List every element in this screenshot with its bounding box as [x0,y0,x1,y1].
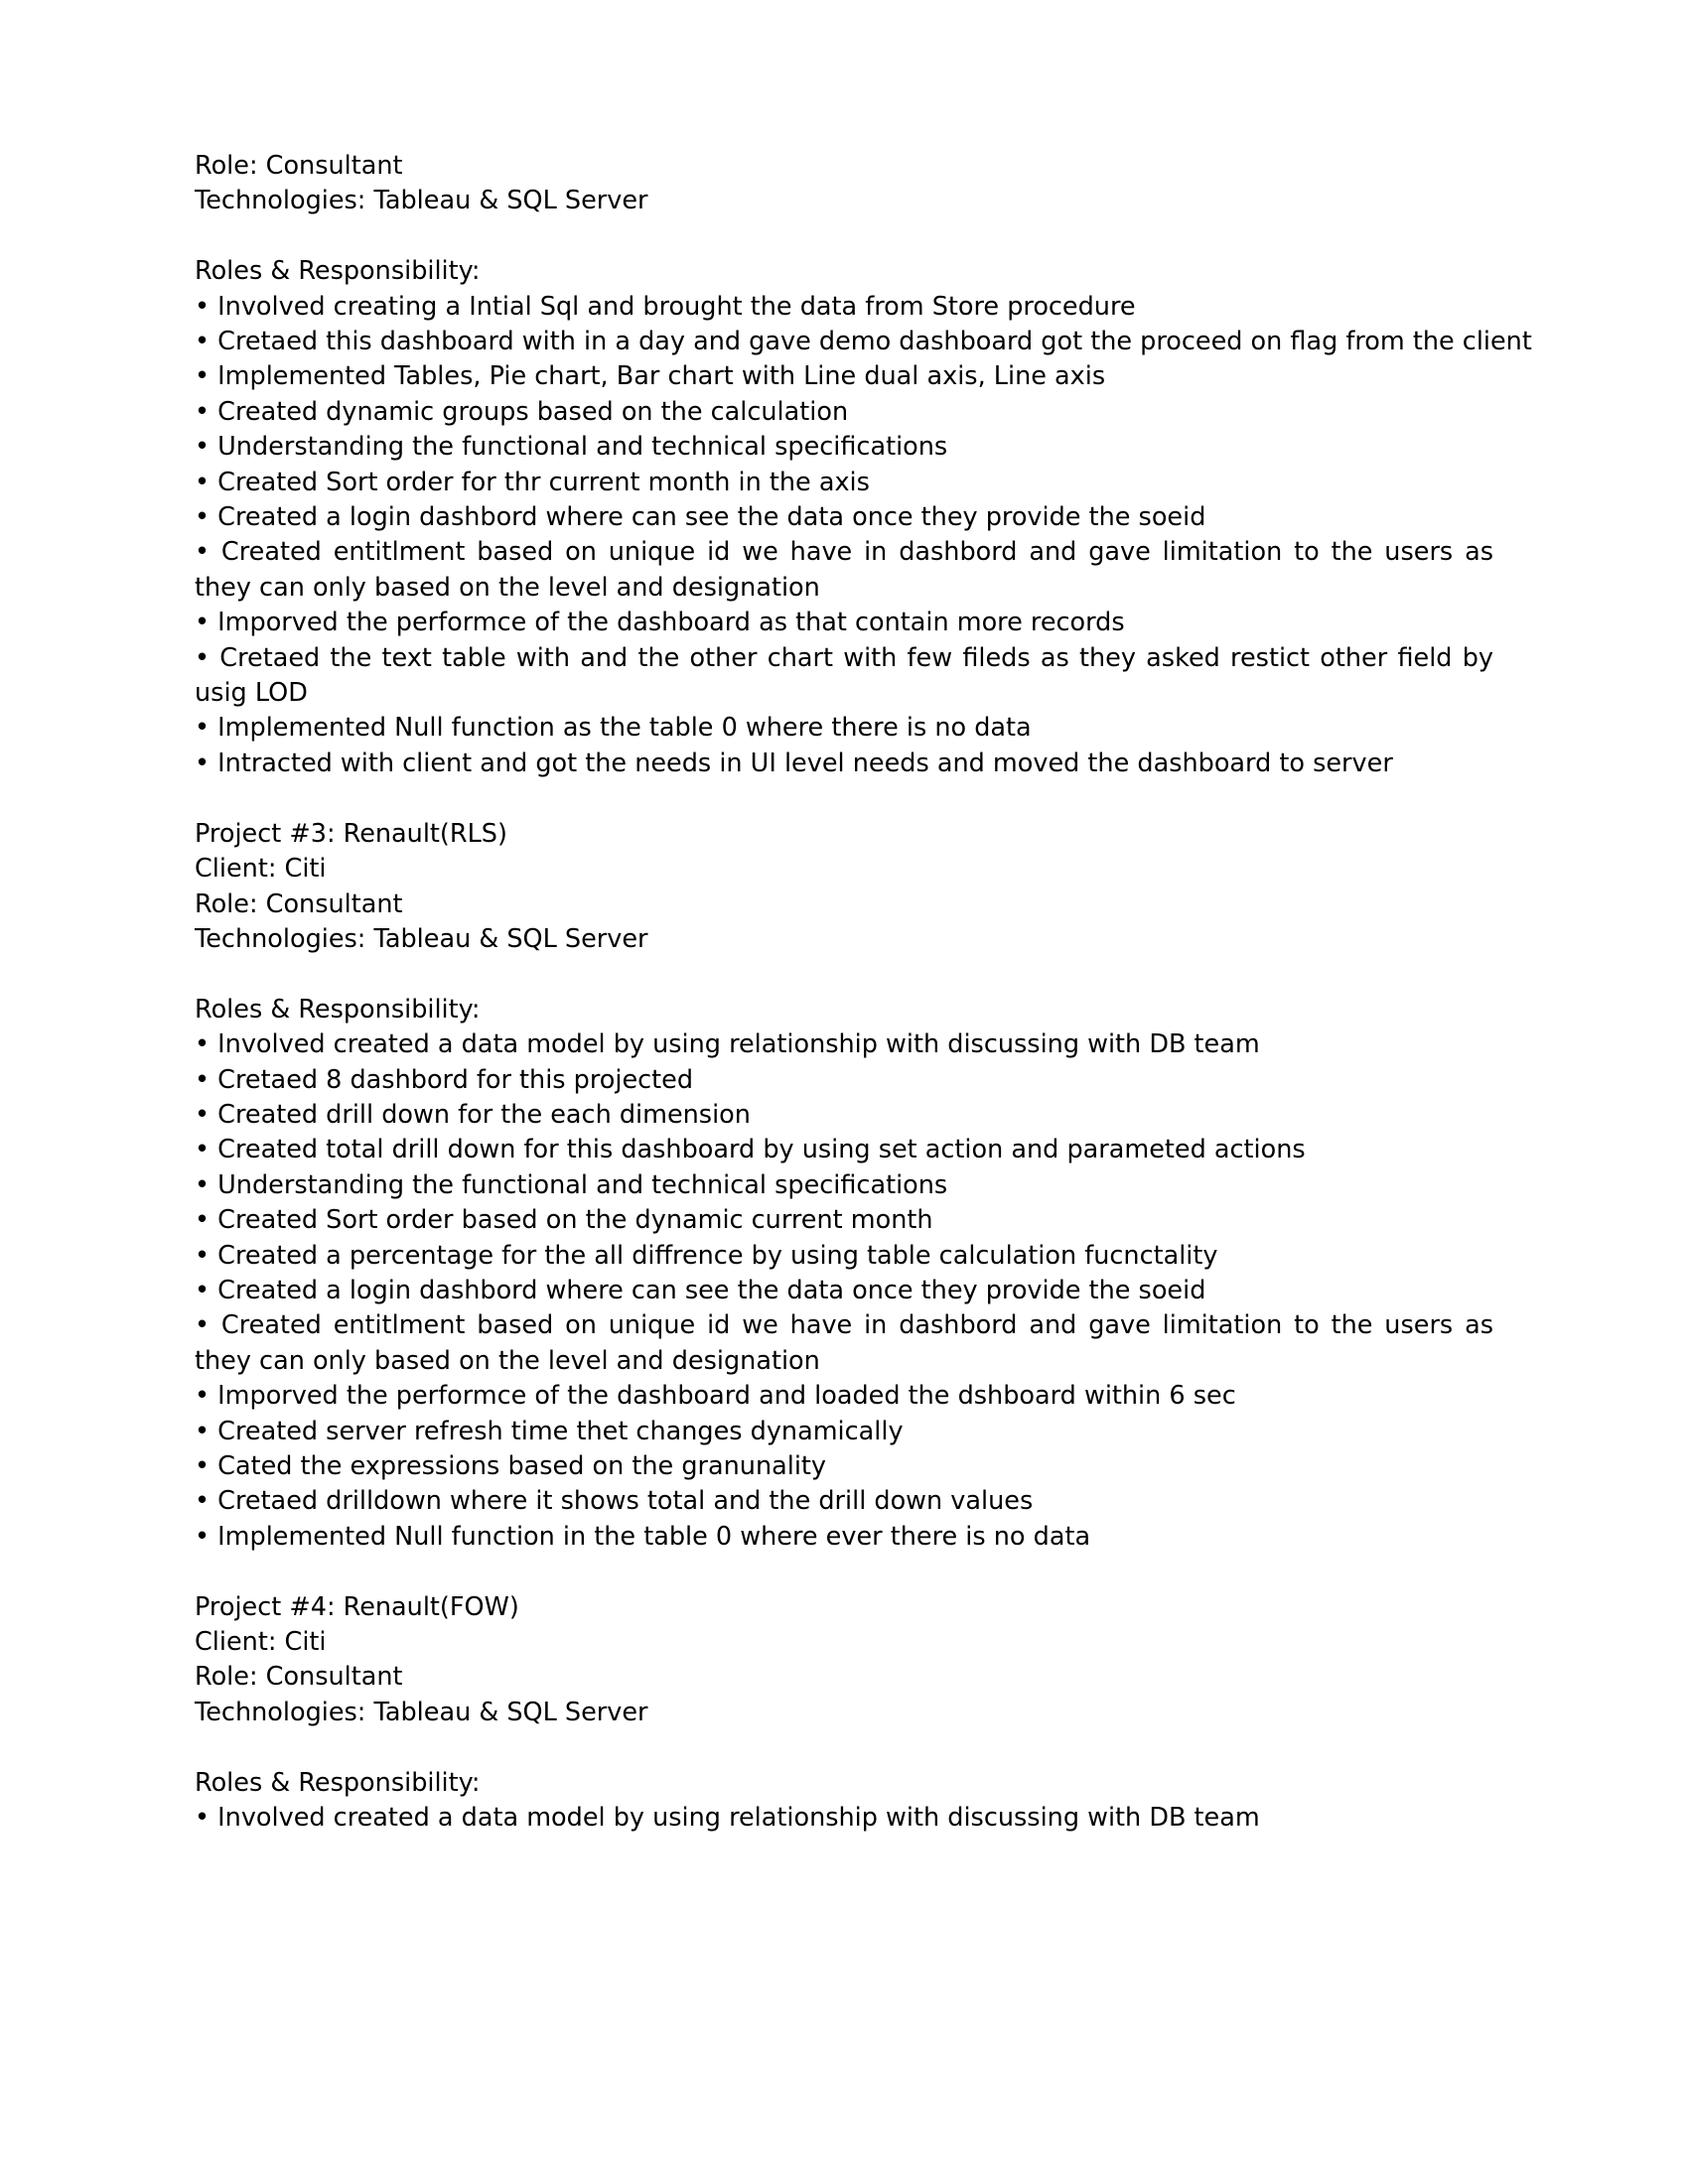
section-spacer [195,781,1493,816]
list-item: • Created total drill down for this dashboard by using set action and parameted actions [195,1135,1306,1165]
list-item: • Created entitlment based on unique id we have in dashbord and gave limitation to the users as they can only based on the level and designation [195,537,1493,603]
list-item: • Created dynamic groups based on the calculation [195,396,849,427]
meta-role: Role: Consultant [195,888,403,919]
list-item: • Implemented Null function in the table 0 where ever there is no data [195,1521,1091,1552]
responsibilities-heading: Roles & Responsibility: [195,256,481,287]
list-item: • Created Sort order based on the dynamic current month [195,1205,933,1236]
list-item: • Involved created a data model by using relationship with discussing with DB team [195,1029,1260,1060]
list-item: • Involved created a data model by using relationship with discussing with DB team [195,1803,1260,1834]
section-project2-tail [195,149,1532,781]
list-item: • Imporved the performce of the dashboard as that contain more records [195,608,1125,638]
paragraph-spacer [195,957,1493,992]
list-item: • Cretaed the text table with and the other chart with few fileds as they asked restict other field by usig LOD [195,642,1493,709]
list-item: • Created drill down for the each dimension [195,1099,751,1130]
list-item: • Created a login dashbord where can see the data once they provide the soeid [195,502,1206,533]
paragraph-spacer [195,219,1493,254]
section-project3 [195,817,1493,1556]
list-item: • Cated the expressions based on the granunality [195,1450,827,1481]
meta-role: Role: Consultant [195,1662,403,1693]
responsibilities-heading: Roles & Responsibility: [195,1767,481,1798]
list-item: • Understanding the functional and technical specifications [195,432,948,463]
project-title: Project #4: Renault(FOW) [195,1591,519,1622]
list-item: • Created a percentage for the all diffrence by using table calculation fucnctality [195,1240,1218,1271]
list-item: • Created entitlment based on unique id we have in dashbord and gave limitation to the users as they can only based on the level and designation [195,1310,1493,1376]
meta-technologies: Technologies: Tableau & SQL Server [195,923,648,954]
list-item: • Imporved the performce of the dashboard and loaded the dshboard within 6 sec [195,1381,1236,1412]
list-item: • Involved creating a Intial Sql and brought the data from Store procedure [195,291,1136,322]
meta-client: Client: Citi [195,1627,327,1657]
document-body [195,149,1532,1836]
list-item: • Created a login dashbord where can see the data once they provide the soeid [195,1275,1206,1305]
list-item: • Cretaed 8 dashbord for this projected [195,1064,694,1095]
section-project4 [195,1590,1493,1837]
meta-technologies: Technologies: Tableau & SQL Server [195,1697,648,1727]
list-item: • Created Sort order for thr current month in the axis [195,467,870,497]
list-item: • Implemented Null function as the table 0 where there is no data [195,713,1032,744]
responsibilities-heading: Roles & Responsibility: [195,994,481,1024]
project-title: Project #3: Renault(RLS) [195,818,507,849]
list-item: • Cretaed drilldown where it shows total and the drill down values [195,1486,1034,1517]
list-item: • Intracted with client and got the needs in UI level needs and moved the dashboard to server [195,748,1393,778]
list-item: • Created server refresh time thet changes dynamically [195,1416,904,1446]
meta-role: Role: Consultant [195,151,403,181]
list-item: • Cretaed this dashboard with in a day and gave demo dashboard got the proceed on flag from the client [195,327,1532,357]
list-item: • Understanding the functional and technical specifications [195,1169,948,1200]
meta-client: Client: Citi [195,854,327,885]
list-item: • Implemented Tables, Pie chart, Bar chart with Line dual axis, Line axis [195,361,1106,392]
section-spacer [195,1555,1493,1589]
meta-technologies: Technologies: Tableau & SQL Server [195,186,648,216]
paragraph-spacer [195,1730,1493,1765]
